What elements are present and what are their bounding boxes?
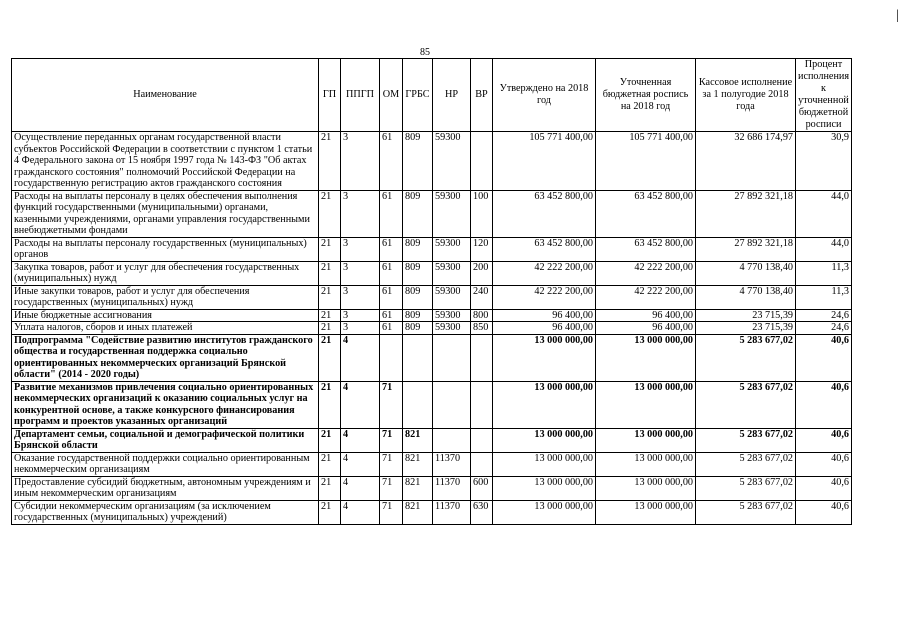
cell-vr: 850 <box>471 322 493 335</box>
cell-nr: 59300 <box>433 322 471 335</box>
cell-approved: 63 452 800,00 <box>493 190 596 237</box>
col-header-grbs: ГРБС <box>403 59 433 132</box>
cell-nr <box>433 428 471 452</box>
col-header-approved: Утверждено на 2018 год <box>493 59 596 132</box>
cell-approved: 96 400,00 <box>493 322 596 335</box>
cell-name: Закупка товаров, работ и услуг для обеспечения государственных (муниципальных) нужд <box>12 261 319 285</box>
cell-grbs: 809 <box>403 237 433 261</box>
cell-percent: 40,6 <box>796 452 852 476</box>
cell-cash: 5 283 677,02 <box>696 500 796 524</box>
cell-nr: 59300 <box>433 261 471 285</box>
cell-cash: 4 770 138,40 <box>696 285 796 309</box>
cell-om: 61 <box>380 132 403 191</box>
cell-om: 71 <box>380 452 403 476</box>
table-row <box>12 428 852 452</box>
table-row <box>12 237 852 261</box>
cell-refined: 63 452 800,00 <box>596 237 696 261</box>
cell-percent: 44,0 <box>796 237 852 261</box>
cell-gp: 21 <box>319 322 341 335</box>
cell-refined: 13 000 000,00 <box>596 334 696 381</box>
col-header-gp: ГП <box>319 59 341 132</box>
cell-gp: 21 <box>319 452 341 476</box>
cell-gp: 21 <box>319 132 341 191</box>
cell-vr <box>471 334 493 381</box>
cell-refined: 13 000 000,00 <box>596 452 696 476</box>
cell-percent: 40,6 <box>796 381 852 428</box>
cell-om: 61 <box>380 309 403 322</box>
cell-name: Подпрограмма "Содействие развитию институтов гражданского общества и государственная поддержка социально ориентированных некоммерческих организаций Брянской области" (2014 - 2020 годы) <box>12 334 319 381</box>
cell-vr: 120 <box>471 237 493 261</box>
cell-gp: 21 <box>319 285 341 309</box>
cell-refined: 42 222 200,00 <box>596 285 696 309</box>
cell-ppgp: 4 <box>341 452 380 476</box>
cell-name: Иные закупки товаров, работ и услуг для обеспечения государственных (муниципальных) нужд <box>12 285 319 309</box>
cell-nr <box>433 334 471 381</box>
cell-vr <box>471 452 493 476</box>
budget-table <box>11 58 852 525</box>
cell-vr: 800 <box>471 309 493 322</box>
col-header-om: ОМ <box>380 59 403 132</box>
cell-grbs: 821 <box>403 476 433 500</box>
table-row <box>12 190 852 237</box>
cell-refined: 13 000 000,00 <box>596 381 696 428</box>
table-row <box>12 285 852 309</box>
cell-percent: 40,6 <box>796 428 852 452</box>
cell-percent: 40,6 <box>796 500 852 524</box>
cell-gp: 21 <box>319 190 341 237</box>
cell-refined: 63 452 800,00 <box>596 190 696 237</box>
cell-om: 71 <box>380 428 403 452</box>
cell-gp: 21 <box>319 261 341 285</box>
cell-grbs: 821 <box>403 500 433 524</box>
edge-mark: | <box>896 8 899 23</box>
cell-gp: 21 <box>319 428 341 452</box>
cell-gp: 21 <box>319 309 341 322</box>
table-row <box>12 322 852 335</box>
cell-name: Оказание государственной поддержки социально ориентированным некоммерческим организациям <box>12 452 319 476</box>
table-row <box>12 309 852 322</box>
table-row <box>12 452 852 476</box>
cell-om: 61 <box>380 190 403 237</box>
cell-ppgp: 4 <box>341 428 380 452</box>
cell-name: Расходы на выплаты персоналу государственных (муниципальных) органов <box>12 237 319 261</box>
cell-vr <box>471 132 493 191</box>
cell-cash: 5 283 677,02 <box>696 476 796 500</box>
cell-cash: 27 892 321,18 <box>696 190 796 237</box>
cell-percent: 24,6 <box>796 322 852 335</box>
cell-vr: 240 <box>471 285 493 309</box>
header-row <box>12 59 852 132</box>
cell-nr: 11370 <box>433 452 471 476</box>
cell-gp: 21 <box>319 237 341 261</box>
cell-approved: 96 400,00 <box>493 309 596 322</box>
cell-approved: 13 000 000,00 <box>493 452 596 476</box>
cell-nr: 11370 <box>433 476 471 500</box>
col-header-ppgp: ППГП <box>341 59 380 132</box>
cell-gp: 21 <box>319 476 341 500</box>
cell-grbs: 809 <box>403 309 433 322</box>
cell-om: 61 <box>380 285 403 309</box>
cell-vr: 600 <box>471 476 493 500</box>
cell-om: 61 <box>380 237 403 261</box>
table-row <box>12 334 852 381</box>
cell-om: 61 <box>380 261 403 285</box>
cell-ppgp: 3 <box>341 309 380 322</box>
cell-vr <box>471 428 493 452</box>
cell-ppgp: 4 <box>341 334 380 381</box>
cell-approved: 42 222 200,00 <box>493 285 596 309</box>
cell-vr: 100 <box>471 190 493 237</box>
cell-cash: 23 715,39 <box>696 309 796 322</box>
cell-refined: 96 400,00 <box>596 322 696 335</box>
cell-vr <box>471 381 493 428</box>
cell-name: Осуществление переданных органам государственной власти субъектов Российской Федерации в соответствии с пунктом 1 статьи 4 Федерального закона от 15 ноября 1997 года № 143-ФЗ "Об актах гражданского состояния" полномочий Российской Федерации на государственную регистрацию актов гражданского состояния <box>12 132 319 191</box>
cell-percent: 40,6 <box>796 476 852 500</box>
cell-grbs <box>403 381 433 428</box>
col-header-name: Наименование <box>12 59 319 132</box>
cell-om: 71 <box>380 381 403 428</box>
cell-name: Субсидии некоммерческим организациям (за исключением государственных (муниципальных) учреждений) <box>12 500 319 524</box>
cell-percent: 30,9 <box>796 132 852 191</box>
cell-refined: 13 000 000,00 <box>596 500 696 524</box>
cell-name: Иные бюджетные ассигнования <box>12 309 319 322</box>
cell-om: 61 <box>380 322 403 335</box>
cell-grbs: 809 <box>403 190 433 237</box>
cell-refined: 42 222 200,00 <box>596 261 696 285</box>
table-row <box>12 476 852 500</box>
col-header-percent: Процент исполнения к уточненной бюджетной росписи <box>796 59 852 132</box>
cell-refined: 13 000 000,00 <box>596 476 696 500</box>
cell-grbs: 821 <box>403 428 433 452</box>
cell-ppgp: 3 <box>341 190 380 237</box>
cell-grbs: 809 <box>403 261 433 285</box>
cell-cash: 5 283 677,02 <box>696 428 796 452</box>
cell-gp: 21 <box>319 381 341 428</box>
cell-approved: 13 000 000,00 <box>493 381 596 428</box>
cell-percent: 24,6 <box>796 309 852 322</box>
cell-nr <box>433 381 471 428</box>
table-row <box>12 381 852 428</box>
cell-cash: 5 283 677,02 <box>696 452 796 476</box>
cell-percent: 44,0 <box>796 190 852 237</box>
col-header-refined: Уточненная бюджетная роспись на 2018 год <box>596 59 696 132</box>
cell-refined: 105 771 400,00 <box>596 132 696 191</box>
cell-grbs: 809 <box>403 322 433 335</box>
cell-percent: 40,6 <box>796 334 852 381</box>
cell-approved: 105 771 400,00 <box>493 132 596 191</box>
cell-nr: 59300 <box>433 285 471 309</box>
cell-cash: 32 686 174,97 <box>696 132 796 191</box>
cell-cash: 23 715,39 <box>696 322 796 335</box>
cell-ppgp: 4 <box>341 476 380 500</box>
cell-name: Предоставление субсидий бюджетным, автономным учреждениям и иным некоммерческим организациям <box>12 476 319 500</box>
cell-nr: 11370 <box>433 500 471 524</box>
cell-ppgp: 3 <box>341 237 380 261</box>
cell-gp: 21 <box>319 334 341 381</box>
cell-om: 71 <box>380 500 403 524</box>
cell-grbs: 809 <box>403 285 433 309</box>
cell-nr: 59300 <box>433 132 471 191</box>
cell-ppgp: 3 <box>341 285 380 309</box>
cell-vr: 630 <box>471 500 493 524</box>
cell-grbs <box>403 334 433 381</box>
table-row <box>12 500 852 524</box>
cell-ppgp: 4 <box>341 500 380 524</box>
cell-refined: 96 400,00 <box>596 309 696 322</box>
cell-percent: 11,3 <box>796 285 852 309</box>
cell-grbs: 809 <box>403 132 433 191</box>
cell-nr: 59300 <box>433 190 471 237</box>
cell-cash: 5 283 677,02 <box>696 334 796 381</box>
cell-approved: 13 000 000,00 <box>493 428 596 452</box>
col-header-cash: Кассовое исполнение за 1 полугодие 2018 года <box>696 59 796 132</box>
cell-approved: 13 000 000,00 <box>493 500 596 524</box>
cell-ppgp: 3 <box>341 132 380 191</box>
page-number: 85 <box>420 47 430 58</box>
col-header-nr: НР <box>433 59 471 132</box>
cell-name: Расходы на выплаты персоналу в целях обеспечения выполнения функций государственными (муниципальными) органами, казенными учреждениями, органами управления государственными внебюджетными фондами <box>12 190 319 237</box>
cell-approved: 13 000 000,00 <box>493 334 596 381</box>
cell-approved: 42 222 200,00 <box>493 261 596 285</box>
cell-nr: 59300 <box>433 237 471 261</box>
cell-refined: 13 000 000,00 <box>596 428 696 452</box>
cell-ppgp: 3 <box>341 261 380 285</box>
cell-nr: 59300 <box>433 309 471 322</box>
cell-name: Уплата налогов, сборов и иных платежей <box>12 322 319 335</box>
table-row <box>12 132 852 191</box>
cell-grbs: 821 <box>403 452 433 476</box>
cell-name: Департамент семьи, социальной и демографической политики Брянской области <box>12 428 319 452</box>
cell-approved: 63 452 800,00 <box>493 237 596 261</box>
cell-percent: 11,3 <box>796 261 852 285</box>
cell-name: Развитие механизмов привлечения социально ориентированных некоммерческих организаций к оказанию социальных услуг на конкурентной основе, а также конкурсного финансирования программ и проектов указанных организаций <box>12 381 319 428</box>
cell-cash: 4 770 138,40 <box>696 261 796 285</box>
cell-vr: 200 <box>471 261 493 285</box>
cell-om: 71 <box>380 476 403 500</box>
cell-cash: 27 892 321,18 <box>696 237 796 261</box>
cell-cash: 5 283 677,02 <box>696 381 796 428</box>
cell-gp: 21 <box>319 500 341 524</box>
cell-approved: 13 000 000,00 <box>493 476 596 500</box>
cell-om <box>380 334 403 381</box>
cell-ppgp: 4 <box>341 381 380 428</box>
col-header-vr: ВР <box>471 59 493 132</box>
cell-ppgp: 3 <box>341 322 380 335</box>
table-row <box>12 261 852 285</box>
